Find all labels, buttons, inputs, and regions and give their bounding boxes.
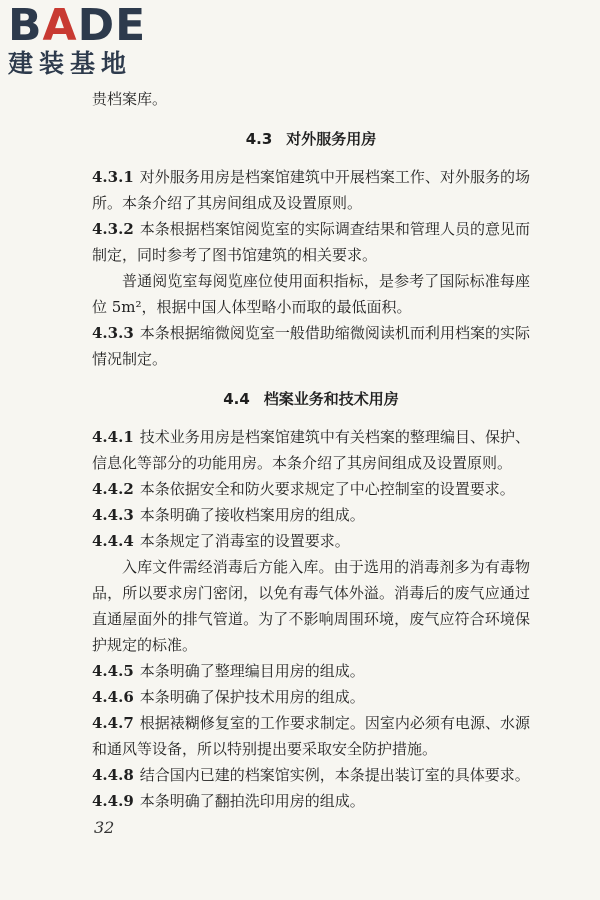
clause-paragraph <box>92 788 530 814</box>
top-fragment: 贵档案库。 <box>92 90 168 108</box>
clause-continuation <box>92 268 530 320</box>
clause-continuation <box>92 554 530 658</box>
clause-number: 4.4.2 <box>92 480 134 498</box>
section-heading <box>92 126 530 152</box>
clause-text: 结合国内已建的档案馆实例，本条提出装订室的具体要求。 <box>139 766 530 784</box>
document-page <box>92 86 530 814</box>
clause-number: 4.4.1 <box>92 428 134 446</box>
clause-text: 本条明确了翻拍洗印用房的组成。 <box>139 792 365 810</box>
sections <box>92 126 530 814</box>
section-title: 对外服务用房 <box>286 130 377 148</box>
clause-text: 本条根据档案馆阅览室的实际调查结果和管理人员的意见而制定，同时参考了图书馆建筑的相关要求。 <box>92 220 530 264</box>
clause-paragraph <box>92 528 530 554</box>
clause-number: 4.4.4 <box>92 532 134 550</box>
section-heading <box>92 386 530 412</box>
clause-text: 本条规定了消毒室的设置要求。 <box>139 532 350 550</box>
clause-number: 4.3.1 <box>92 168 134 186</box>
section-number: 4.4 <box>223 390 250 408</box>
clause-number: 4.4.9 <box>92 792 134 810</box>
clause-text: 技术业务用房是档案馆建筑中有关档案的整理编目、保护、信息化等部分的功能用房。本条介绍了其房间组成及设置原则。 <box>92 428 530 472</box>
clause-text: 对外服务用房是档案馆建筑中开展档案工作、对外服务的场所。本条介绍了其房间组成及设置原则。 <box>92 168 530 212</box>
bade-logo <box>8 0 178 79</box>
logo-wordmark: BADE <box>8 0 147 51</box>
page-number: 32 <box>94 818 115 837</box>
clause-paragraph <box>92 710 530 762</box>
clause-text: 本条明确了整理编目用房的组成。 <box>139 662 365 680</box>
clause-number: 4.4.7 <box>92 714 134 732</box>
clause-text: 入库文件需经消毒后方能入库。由于选用的消毒剂多为有毒物品，所以要求房门密闭，以免有毒气体外溢。消毒后的废气应通过直通屋面外的排气管道。为了不影响周围环境，废气应符合环境保护规定的标准。 <box>92 558 530 654</box>
clause-number: 4.4.8 <box>92 766 134 784</box>
clause-paragraph <box>92 762 530 788</box>
clause-paragraph <box>92 164 530 216</box>
clause-text: 本条明确了保护技术用房的组成。 <box>139 688 365 706</box>
clause-paragraph <box>92 476 530 502</box>
clause-paragraph <box>92 684 530 710</box>
clause-number: 4.3.2 <box>92 220 134 238</box>
logo-subtitle: 建装基地 <box>8 49 133 78</box>
clause-number: 4.4.5 <box>92 662 134 680</box>
clause-paragraph <box>92 658 530 684</box>
clause-paragraph <box>92 216 530 268</box>
clause-number: 4.4.3 <box>92 506 134 524</box>
clause-paragraph <box>92 502 530 528</box>
clause-text: 根据裱糊修复室的工作要求制定。因室内必须有电源、水源和通风等设备，所以特别提出要采取安全防护措施。 <box>92 714 530 758</box>
clause-number: 4.4.6 <box>92 688 134 706</box>
clause-text: 本条依据安全和防火要求规定了中心控制室的设置要求。 <box>139 480 515 498</box>
clause-paragraph <box>92 424 530 476</box>
section-title: 档案业务和技术用房 <box>263 390 399 408</box>
clause-text: 普通阅览室每阅览座位使用面积指标，是参考了国际标准每座位 5m²，根据中国人体型略小而取的最低面积。 <box>92 272 530 316</box>
clause-text: 本条明确了接收档案用房的组成。 <box>139 506 365 524</box>
clause-number: 4.3.3 <box>92 324 134 342</box>
section-number: 4.3 <box>245 130 273 148</box>
clause-paragraph <box>92 320 530 372</box>
clause-text: 本条根据缩微阅览室一般借助缩微阅读机而利用档案的实际情况制定。 <box>92 324 530 368</box>
